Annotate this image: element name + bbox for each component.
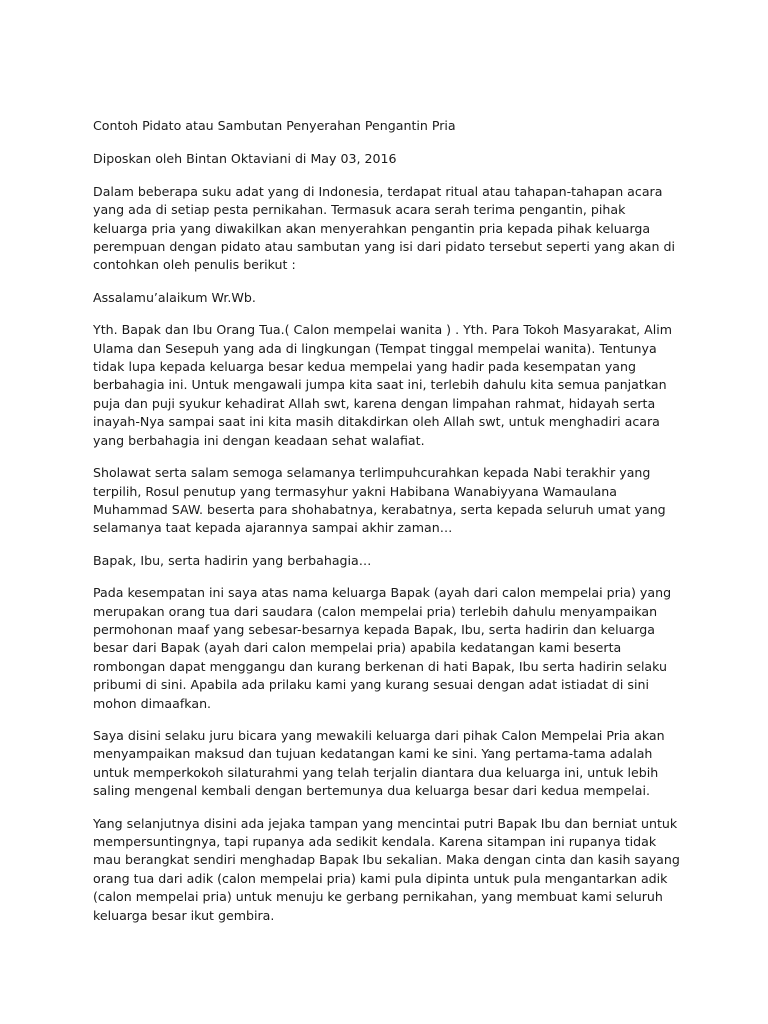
paragraph-greeting: Assalamu’alaikum Wr.Wb. xyxy=(93,289,256,305)
paragraph-apology: Pada kesempatan ini saya atas nama keluarga Bapak (ayah dari calon mempelai pria) yang merupakan orang tua dari saudara (calon mempelai pria) terlebih dahulu menyampaikan permohonan maaf yang sebesar-besarnya kepada Bapak, Ibu, serta hadirin dan keluarga besar dari Bapak (ayah dari calon mempelai pria) apabila kedatangan kami beserta rombongan dapat menggangu dan kurang berkenan di hati Bapak, Ibu serta hadirin selaku pribumi di sini. Apabila ada prilaku kami yang kurang sesuai dengan adat istiadat di sini mohon dimaafkan. xyxy=(93,585,672,711)
paragraph-intro: Dalam beberapa suku adat yang di Indonesia, terdapat ritual atau tahapan-tahapan acara yang ada di setiap pesta pernikahan. Termasuk acara serah terima pengantin, pihak keluarga pria yang diwakilkan akan menyerahkan pengantin pria kepada pihak keluarga perempuan dengan pidato atau sambutan yang isi dari pidato tersebut seperti yang akan di contohkan oleh penulis berikut : xyxy=(93,183,675,273)
document-body xyxy=(93,117,683,939)
paragraph-salutation: Yth. Bapak dan Ibu Orang Tua.( Calon mempelai wanita ) . Yth. Para Tokoh Masyarakat, Alim Ulama dan Sesepuh yang ada di lingkungan (Tempat tinggal mempelai wanita). Tentunya tidak lupa kepada keluarga besar kedua mempelai yang hadir pada kesempatan yang berbahagia ini. Untuk mengawali jumpa kita saat ini, terlebih dahulu kita semua panjatkan puja dan puji syukur kehadirat Allah swt, karena dengan limpahan rahmat, hidayah serta inayah-Nya sampai saat ini kita masih ditakdirkan oleh Allah swt, untuk menghadiri acara yang berbahagia ini dengan keadaan sehat walafiat. xyxy=(93,322,672,448)
paragraph-purpose: Saya disini selaku juru bicara yang mewakili keluarga dari pihak Calon Mempelai Pria akan menyampaikan maksud dan tujuan kedatangan kami ke sini. Yang pertama-tama adalah untuk memperkokoh silaturahmi yang telah terjalin diantara dua keluarga ini, untuk lebih saling mengenal kembali dengan bertemunya dua keluarga besar dari kedua mempelai. xyxy=(93,727,665,799)
paragraph-sholawat: Sholawat serta salam semoga selamanya terlimpuhcurahkan kepada Nabi terakhir yang terpilih, Rosul penutup yang termasyhur yakni Habibana Wanabiyyana Wamaulana Muhammad SAW. beserta para shohabatnya, kerabatnya, serta kepada seluruh umat yang selamanya taat kepada ajarannya sampai akhir zaman… xyxy=(93,465,666,536)
document-title: Contoh Pidato atau Sambutan Penyerahan Pengantin Pria xyxy=(93,118,456,133)
paragraph-closing: Yang selanjutnya disini ada jejaka tampan yang mencintai putri Bapak Ibu dan berniat untuk mempersuntingnya, tapi rupanya ada sedikit kendala. Karena sitampan ini rupanya tidak mau berangkat sendiri menghadap Bapak Ibu sekalian. Maka dengan cinta dan kasih sayang orang tua dari adik (calon mempelai pria) kami pula dipinta untuk pula mengantarkan adik (calon mempelai pria) untuk menuju ke gerbang pernikahan, yang membuat kami seluruh keluarga besar ikut gembira. xyxy=(93,815,680,923)
document-byline: Diposkan oleh Bintan Oktaviani di May 03, 2016 xyxy=(93,151,397,167)
paragraph-address: Bapak, Ibu, serta hadirin yang berbahagia… xyxy=(93,552,372,568)
